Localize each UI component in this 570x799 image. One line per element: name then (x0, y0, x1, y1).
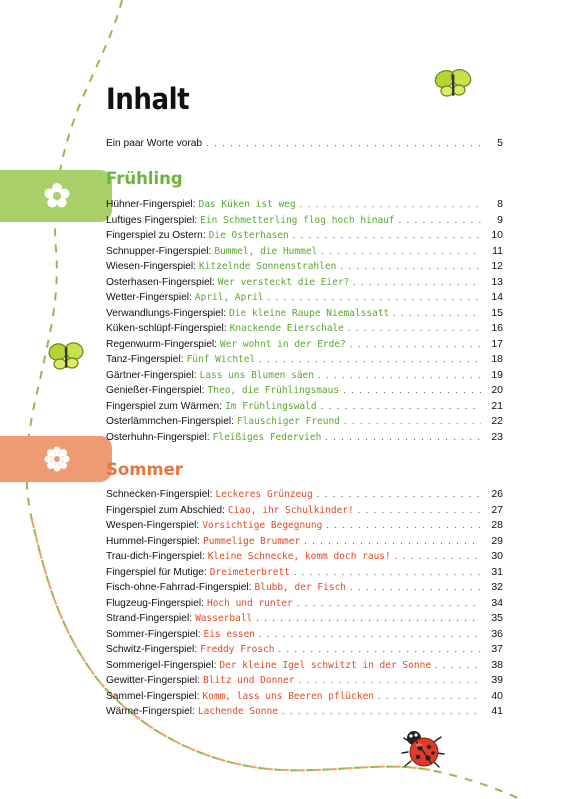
toc-entry-label: Regenwurm-Fingerspiel: (106, 338, 217, 350)
toc-entry[interactable] (106, 291, 503, 307)
toc-page-number: 14 (491, 291, 503, 303)
toc-entry-label: Sammel-Fingerspiel: (106, 690, 200, 702)
toc-page-number: 11 (492, 244, 503, 257)
toc-entry-subtitle: Die kleine Raupe Niemalssatt (229, 307, 390, 319)
toc-entry-label: Osterhuhn-Fingerspiel: (106, 431, 210, 443)
toc-entry[interactable] (106, 488, 503, 504)
toc-entry-subtitle: Wer wohnt in der Erde? (219, 338, 346, 350)
toc-entry[interactable] (106, 260, 503, 276)
toc-entry[interactable] (106, 431, 503, 447)
toc-page-number: 36 (491, 627, 503, 640)
leader-dots (344, 416, 481, 426)
toc-entry-subtitle: Freddy Frosch (200, 644, 275, 655)
toc-page-number: 18 (491, 353, 503, 365)
toc-entry-subtitle: Lachende Sonne (197, 706, 278, 717)
toc-page-number: 32 (491, 581, 503, 593)
leader-dots (317, 489, 481, 499)
toc-entry[interactable] (106, 519, 503, 535)
toc-entry-subtitle: Ein Schmetterling flog hoch hinauf (200, 214, 395, 226)
leader-dots (340, 261, 481, 271)
leader-dots (358, 505, 481, 515)
toc-entry-subtitle: Flauschiger Freund (236, 416, 340, 427)
toc-entry-subtitle: Im Frühlingswald (225, 400, 317, 412)
toc-entry-subtitle: Knackende Eierschale (229, 323, 344, 334)
toc-entry-subtitle: Blubb, der Fisch (254, 582, 347, 593)
toc-entry[interactable] (106, 643, 503, 659)
leader-dots (435, 660, 481, 670)
leader-dots (348, 323, 481, 333)
toc-page-number: 27 (491, 503, 503, 516)
toc-page-number: 12 (491, 260, 503, 272)
leader-dots (350, 339, 481, 349)
toc-entry-subtitle: Blitz und Donner (202, 675, 295, 686)
toc-entry-label: Schnupper-Fingerspiel: (106, 245, 212, 257)
toc-entry[interactable] (106, 307, 503, 323)
toc-entry[interactable] (106, 245, 503, 261)
toc-entry[interactable] (106, 415, 503, 431)
section-heading-spring: Frühling (106, 169, 183, 188)
toc-page-number: 26 (491, 488, 503, 500)
leader-dots (297, 598, 481, 608)
toc-entry-subtitle: Dreimeterbrett (209, 566, 290, 578)
toc-page-number: 21 (491, 399, 503, 412)
toc-entry-label: Hühner-Fingerspiel: (106, 199, 196, 210)
toc-entry-label: Fingerspiel zum Abschied: (106, 504, 225, 516)
toc-entry-label: Gewitter-Fingerspiel: (106, 675, 200, 686)
toc-entry[interactable] (106, 504, 503, 520)
toc-entry[interactable] (106, 566, 503, 582)
spring-toc-list (106, 198, 503, 446)
toc-entry[interactable] (106, 581, 503, 597)
toc-entry-label: Gärtner-Fingerspiel: (106, 369, 197, 381)
leader-dots (353, 277, 481, 287)
toc-page-number: 13 (491, 275, 503, 288)
toc-entry-subtitle: Leckeres Grünzeug (215, 489, 313, 500)
toc-entry[interactable] (106, 322, 503, 338)
butterfly-icon (48, 340, 84, 374)
toc-entry-label: Sommer-Fingerspiel: (106, 628, 201, 640)
toc-page-number: 8 (497, 198, 503, 210)
toc-page-number: 9 (497, 213, 503, 226)
toc-entry-subtitle: Fleißiges Federvieh (212, 431, 322, 443)
toc-page-number: 15 (491, 306, 503, 319)
leader-dots (350, 582, 481, 592)
toc-entry[interactable] (106, 198, 503, 214)
toc-entry[interactable] (106, 214, 503, 230)
toc-entry-subtitle: Die Osterhasen (208, 230, 289, 241)
toc-entry-subtitle: Wer versteckt die Eier? (217, 276, 350, 288)
toc-entry-label: Fingerspiel zu Ostern: (106, 230, 206, 241)
toc-page-number: 16 (491, 322, 503, 334)
leader-dots (206, 138, 481, 148)
toc-entry-subtitle: Ciao, ihr Schulkinder! (227, 504, 354, 516)
leader-dots (268, 292, 481, 302)
toc-entry[interactable] (106, 705, 503, 721)
toc-entry-subtitle: Lass uns Blumen säen (199, 369, 314, 381)
toc-entry[interactable] (106, 353, 503, 369)
toc-entry-label: Wärme-Fingerspiel: (106, 706, 195, 717)
toc-entry-label: Wetter-Fingerspiel: (106, 292, 192, 303)
section-heading-summer: Sommer (106, 460, 183, 479)
toc-page-number: 30 (491, 550, 503, 562)
leader-dots (299, 675, 482, 685)
toc-entry-label: Verwandlungs-Fingerspiel: (106, 307, 227, 319)
toc-entry-subtitle: Theo, die Frühlingsmaus (207, 385, 340, 396)
toc-page-number: 5 (497, 137, 503, 149)
leader-dots (399, 215, 481, 225)
leader-dots (318, 370, 481, 380)
toc-entry-label: Fingerspiel für Mutige: (106, 566, 207, 578)
toc-entry-subtitle: Pummelige Brummer (202, 535, 301, 547)
leader-dots (259, 354, 481, 364)
toc-entry-label: Schnecken-Fingerspiel: (106, 489, 213, 500)
toc-entry-subtitle: Eis essen (203, 628, 256, 640)
toc-page-number: 28 (491, 519, 503, 531)
toc-entry[interactable] (106, 276, 503, 292)
toc-entry[interactable] (106, 137, 503, 153)
toc-entry[interactable] (106, 674, 503, 690)
sun-flower-icon (42, 444, 72, 474)
leader-dots (321, 401, 481, 411)
toc-entry[interactable] (106, 384, 503, 400)
toc-entry-subtitle: Wasserball (195, 613, 253, 624)
toc-entry-label: Schwitz-Fingerspiel: (106, 644, 198, 655)
toc-entry-label: Ein paar Worte vorab (106, 138, 203, 149)
toc-entry-label: Fisch-ohne-Fahrrad-Fingerspiel: (106, 582, 252, 593)
toc-entry-subtitle: Kleine Schnecke, komm doch raus! (207, 551, 391, 562)
toc-entry-label: Luftiges Fingerspiel: (106, 214, 198, 226)
toc-page-number: 22 (491, 415, 503, 427)
toc-page-number: 31 (491, 565, 503, 578)
page-title: Inhalt (106, 82, 190, 116)
summer-toc-list (106, 488, 503, 721)
leader-dots (282, 706, 481, 716)
toc-entry-subtitle: Fünf Wichtel (186, 354, 256, 365)
leader-dots (259, 629, 481, 639)
toc-page-number: 38 (491, 658, 503, 671)
toc-entry[interactable] (106, 535, 503, 551)
leader-dots (293, 230, 481, 240)
toc-page-number: 35 (491, 612, 503, 624)
toc-entry-subtitle: Das Küken ist weg (198, 199, 296, 210)
butterfly-icon (434, 68, 472, 102)
toc-entry-label: Wiesen-Fingerspiel: (106, 261, 197, 272)
toc-entry[interactable] (106, 400, 503, 416)
toc-page-number: 29 (491, 534, 503, 547)
toc-entry-label: Fingerspiel zum Wärmen: (106, 400, 223, 412)
toc-entry[interactable] (106, 628, 503, 644)
leader-dots (321, 246, 481, 256)
toc-entry-subtitle: April, April (194, 292, 264, 303)
toc-entry[interactable] (106, 612, 503, 628)
toc-entry[interactable] (106, 550, 503, 566)
toc-page-number: 41 (491, 705, 503, 717)
leader-dots (343, 385, 481, 395)
toc-entry-label: Sommerigel-Fingerspiel: (106, 659, 217, 671)
toc-entry-subtitle: Vorsichtige Begegnung (202, 520, 323, 531)
leader-dots (256, 613, 481, 623)
summer-section-tab (0, 436, 112, 482)
leader-dots (300, 199, 481, 209)
toc-entry-subtitle: Kitzelnde Sonnenstrahlen (199, 261, 337, 272)
toc-page-number: 39 (491, 674, 503, 686)
toc-page-number: 37 (491, 643, 503, 655)
toc-entry-subtitle: Der kleine Igel schwitzt in der Sonne (219, 659, 432, 671)
leader-dots (294, 567, 481, 577)
toc-page-number: 34 (491, 596, 503, 609)
toc-page-number: 17 (491, 337, 503, 350)
flower-icon (42, 181, 72, 211)
intro-toc (106, 137, 503, 153)
toc-page-number: 20 (491, 384, 503, 396)
leader-dots (325, 432, 481, 442)
leader-dots (326, 520, 481, 530)
toc-page-number: 19 (491, 368, 503, 381)
toc-entry[interactable] (106, 690, 503, 706)
toc-entry-subtitle: Komm, lass uns Beeren pflücken (202, 690, 375, 702)
toc-entry-label: Osterhasen-Fingerspiel: (106, 276, 215, 288)
toc-entry[interactable] (106, 229, 503, 245)
toc-page-number: 40 (491, 689, 503, 702)
ladybug-icon (400, 728, 446, 772)
toc-page-number: 23 (491, 430, 503, 443)
toc-entry-label: Osterlämmchen-Fingerspiel: (106, 416, 234, 427)
toc-entry-label: Trau-dich-Fingerspiel: (106, 551, 205, 562)
toc-entry-label: Küken-schlüpf-Fingerspiel: (106, 323, 227, 334)
toc-entry-subtitle: Hoch und runter (206, 597, 293, 609)
toc-entry-label: Flugzeug-Fingerspiel: (106, 597, 204, 609)
leader-dots (395, 551, 481, 561)
leader-dots (304, 536, 481, 546)
toc-entry[interactable] (106, 597, 503, 613)
toc-entry[interactable] (106, 369, 503, 385)
leader-dots (393, 308, 481, 318)
toc-page-number: 10 (491, 229, 503, 241)
leader-dots (378, 691, 481, 701)
spring-section-tab (0, 170, 112, 222)
toc-entry[interactable] (106, 338, 503, 354)
toc-entry-label: Tanz-Fingerspiel: (106, 354, 184, 365)
toc-entry[interactable] (106, 659, 503, 675)
toc-entry-label: Genießer-Fingerspiel: (106, 385, 205, 396)
toc-entry-label: Strand-Fingerspiel: (106, 613, 193, 624)
toc-entry-subtitle: Bummel, die Hummel (214, 245, 318, 257)
leader-dots (279, 644, 481, 654)
toc-entry-label: Hummel-Fingerspiel: (106, 535, 200, 547)
toc-entry-label: Wespen-Fingerspiel: (106, 520, 200, 531)
